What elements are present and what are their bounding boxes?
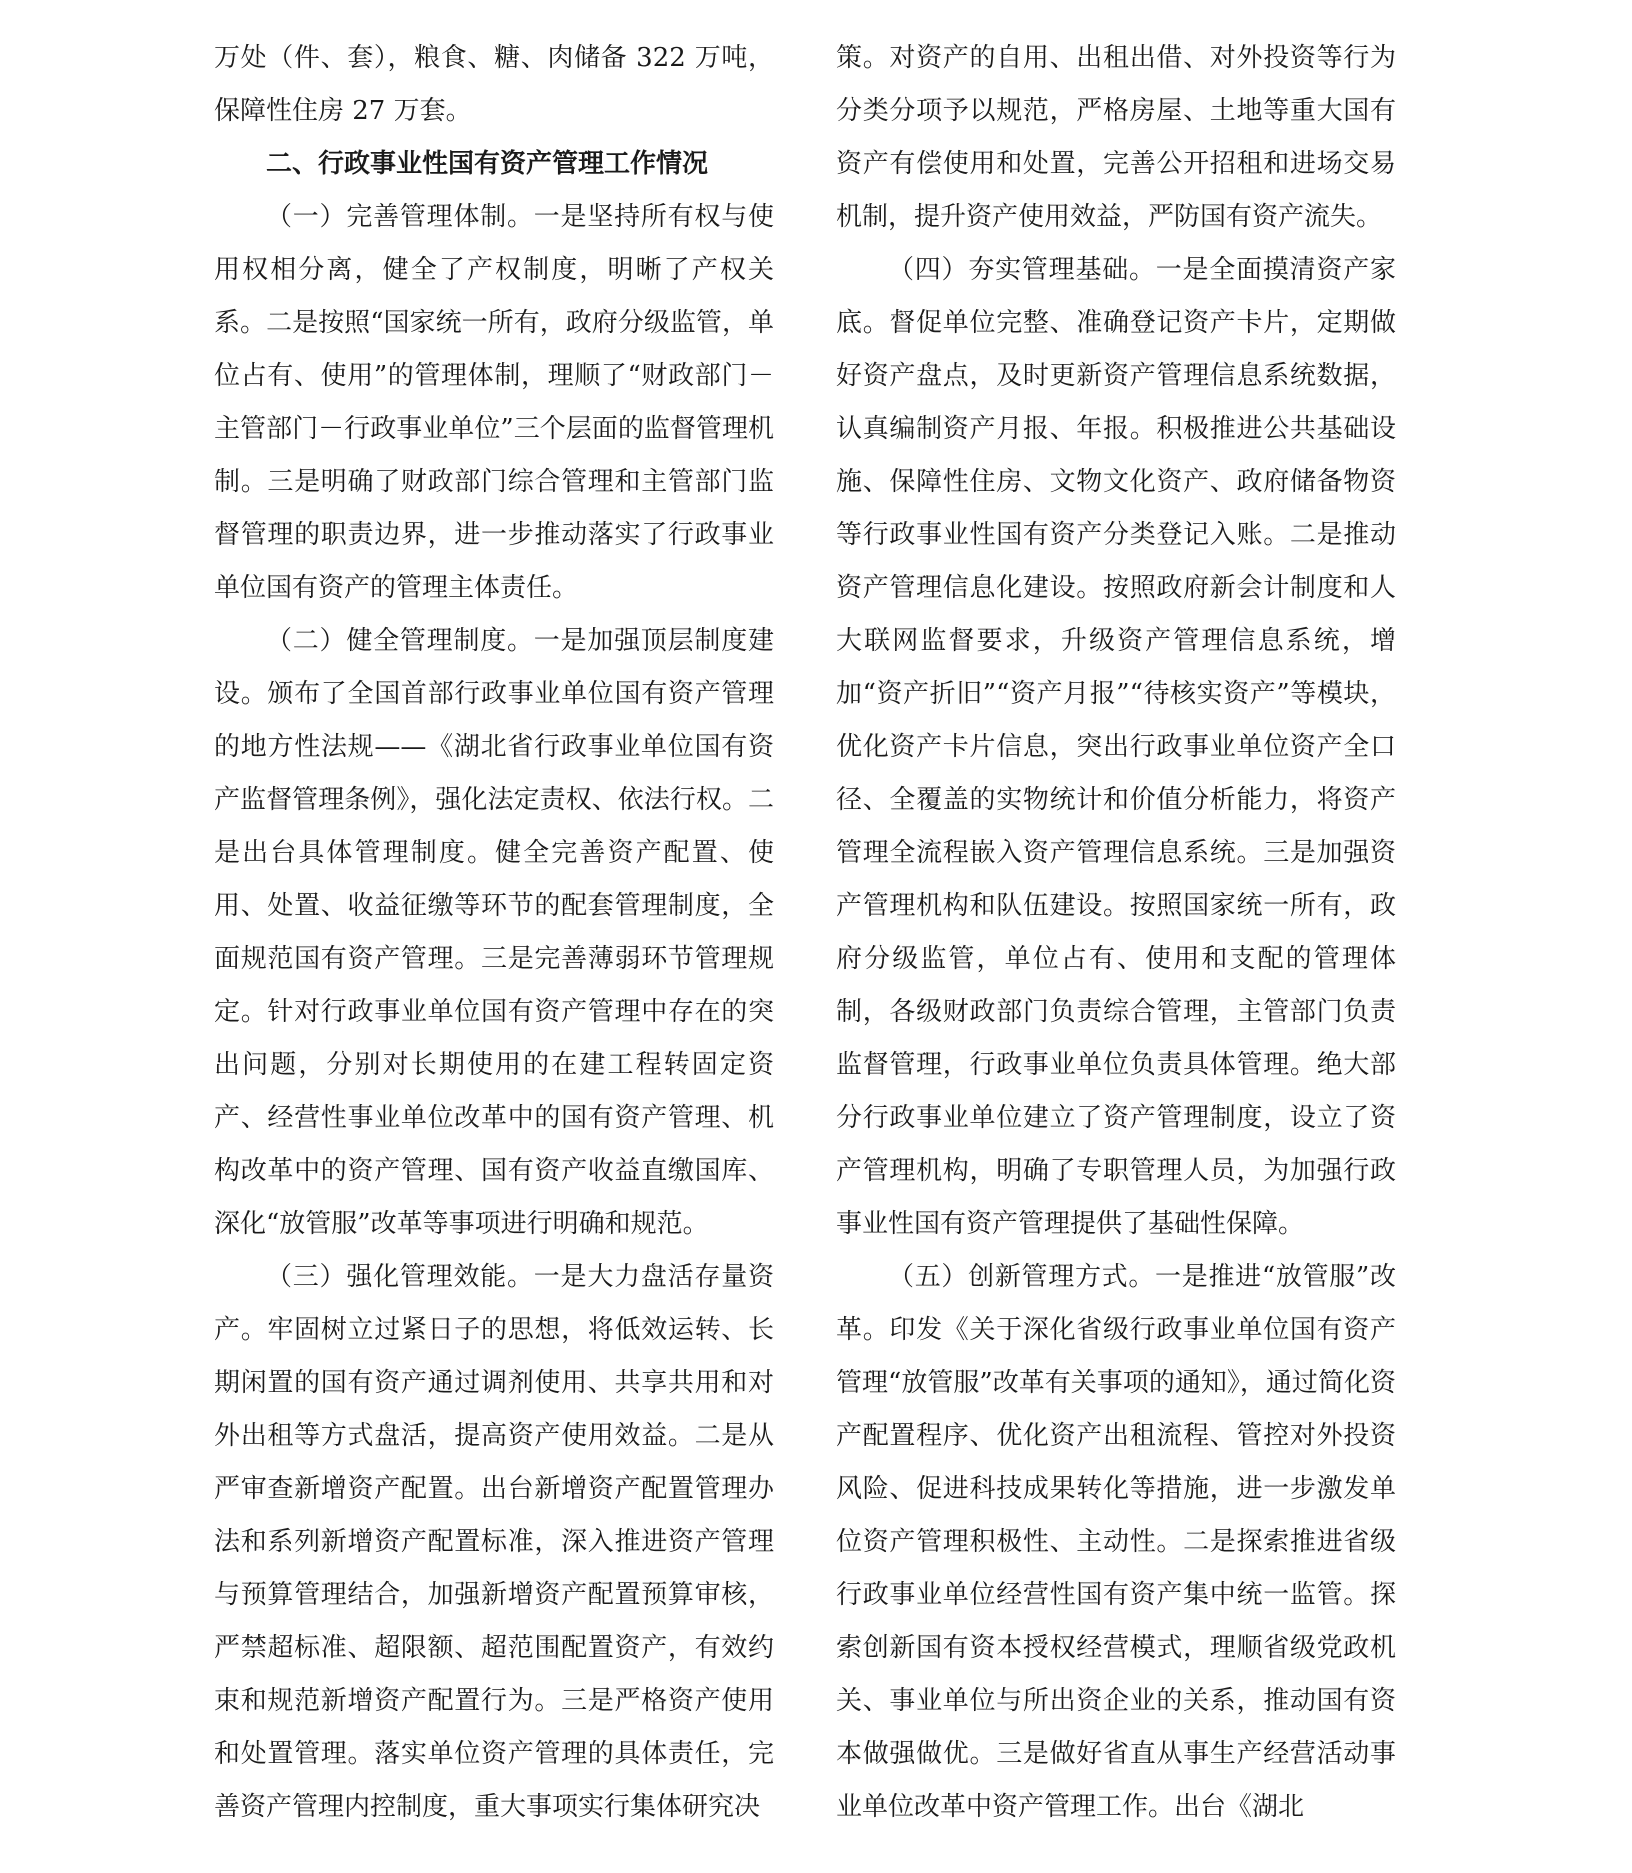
paragraph-management-system: （一）完善管理体制。一是坚持所有权与使用权相分离，健全了产权制度，明晰了产权关系。二是按照“国家统一所有，政府分级监管，单位占有、使用”的管理体制，理顺了“财政部门－主管部门－行政事业单位”三个层面的监督管理机制。三是明确了财政部门综合管理和主管部门监督管理的职责边界，进一步推动落实了行政事业单位国有资产的管理主体责任。 — [214, 202, 774, 603]
right-column — [836, 32, 1396, 1834]
continued-paragraph: 策。对资产的自用、出租出借、对外投资等行为分类分项予以规范，严格房屋、土地等重大国有资产有偿使用和处置，完善公开招租和进场交易机制，提升资产使用效益，严防国有资产流失。 — [836, 43, 1396, 232]
left-column — [214, 32, 774, 1834]
section-heading: 二、行政事业性国有资产管理工作情况 — [266, 149, 709, 179]
continued-paragraph: 万处（件、套），粮食、糖、肉储备 322 万吨，保障性住房 27 万套。 — [214, 43, 774, 126]
paragraph-management-rules: （二）健全管理制度。一是加强顶层制度建设。颁布了全国首部行政事业单位国有资产管理的地方性法规——《湖北省行政事业单位国有资产监督管理条例》，强化法定责权、依法行权。二是出台具体管理制度。健全完善资产配置、使用、处置、收益征缴等环节的配套管理制度，全面规范国有资产管理。三是完善薄弱环节管理规定。针对行政事业单位国有资产管理中存在的突出问题，分别对长期使用的在建工程转固定资产、经营性事业单位改革中的国有资产管理、机构改革中的资产管理、国有资产收益直缴国库、深化“放管服”改革等事项进行明确和规范。 — [214, 626, 774, 1239]
paragraph-management-efficiency: （三）强化管理效能。一是大力盘活存量资产。牢固树立过紧日子的思想，将低效运转、长期闲置的国有资产通过调剂使用、共享共用和对外出租等方式盘活，提高资产使用效益。二是从严审查新增资产配置。出台新增资产配置管理办法和系列新增资产配置标准，深入推进资产管理与预算管理结合，加强新增资产配置预算审核，严禁超标准、超限额、超范围配置资产，有效约束和规范新增资产配置行为。三是严格资产使用和处置管理。落实单位资产管理的具体责任，完善资产管理内控制度，重大事项实行集体研究决 — [214, 1262, 774, 1822]
paragraph-management-foundation: （四）夯实管理基础。一是全面摸清资产家底。督促单位完整、准确登记资产卡片，定期做好资产盘点，及时更新资产管理信息系统数据，认真编制资产月报、年报。积极推进公共基础设施、保障性住房、文物文化资产、政府储备物资等行政事业性国有资产分类登记入账。二是推动资产管理信息化建设。按照政府新会计制度和人大联网监督要求，升级资产管理信息系统，增加“资产折旧”“资产月报”“待核实资产”等模块，优化资产卡片信息，突出行政事业单位资产全口径、全覆盖的实物统计和价值分析能力，将资产管理全流程嵌入资产管理信息系统。三是加强资产管理机构和队伍建设。按照国家统一所有，政府分级监管，单位占有、使用和支配的管理体制，各级财政部门负责综合管理，主管部门负责监督管理，行政事业单位负责具体管理。绝大部分行政事业单位建立了资产管理制度，设立了资产管理机构，明确了专职管理人员，为加强行政事业性国有资产管理提供了基础性保障。 — [836, 255, 1396, 1239]
paragraph-management-innovation: （五）创新管理方式。一是推进“放管服”改革。印发《关于深化省级行政事业单位国有资产管理“放管服”改革有关事项的通知》，通过简化资产配置程序、优化资产出租流程、管控对外投资风险、促进科技成果转化等措施，进一步激发单位资产管理积极性、主动性。二是探索推进省级行政事业单位经营性国有资产集中统一监管。探索创新国有资本授权经营模式，理顺省级党政机关、事业单位与所出资企业的关系，推动国有资本做强做优。三是做好省直从事生产经营活动事业单位改革中资产管理工作。出台《湖北 — [836, 1262, 1396, 1822]
